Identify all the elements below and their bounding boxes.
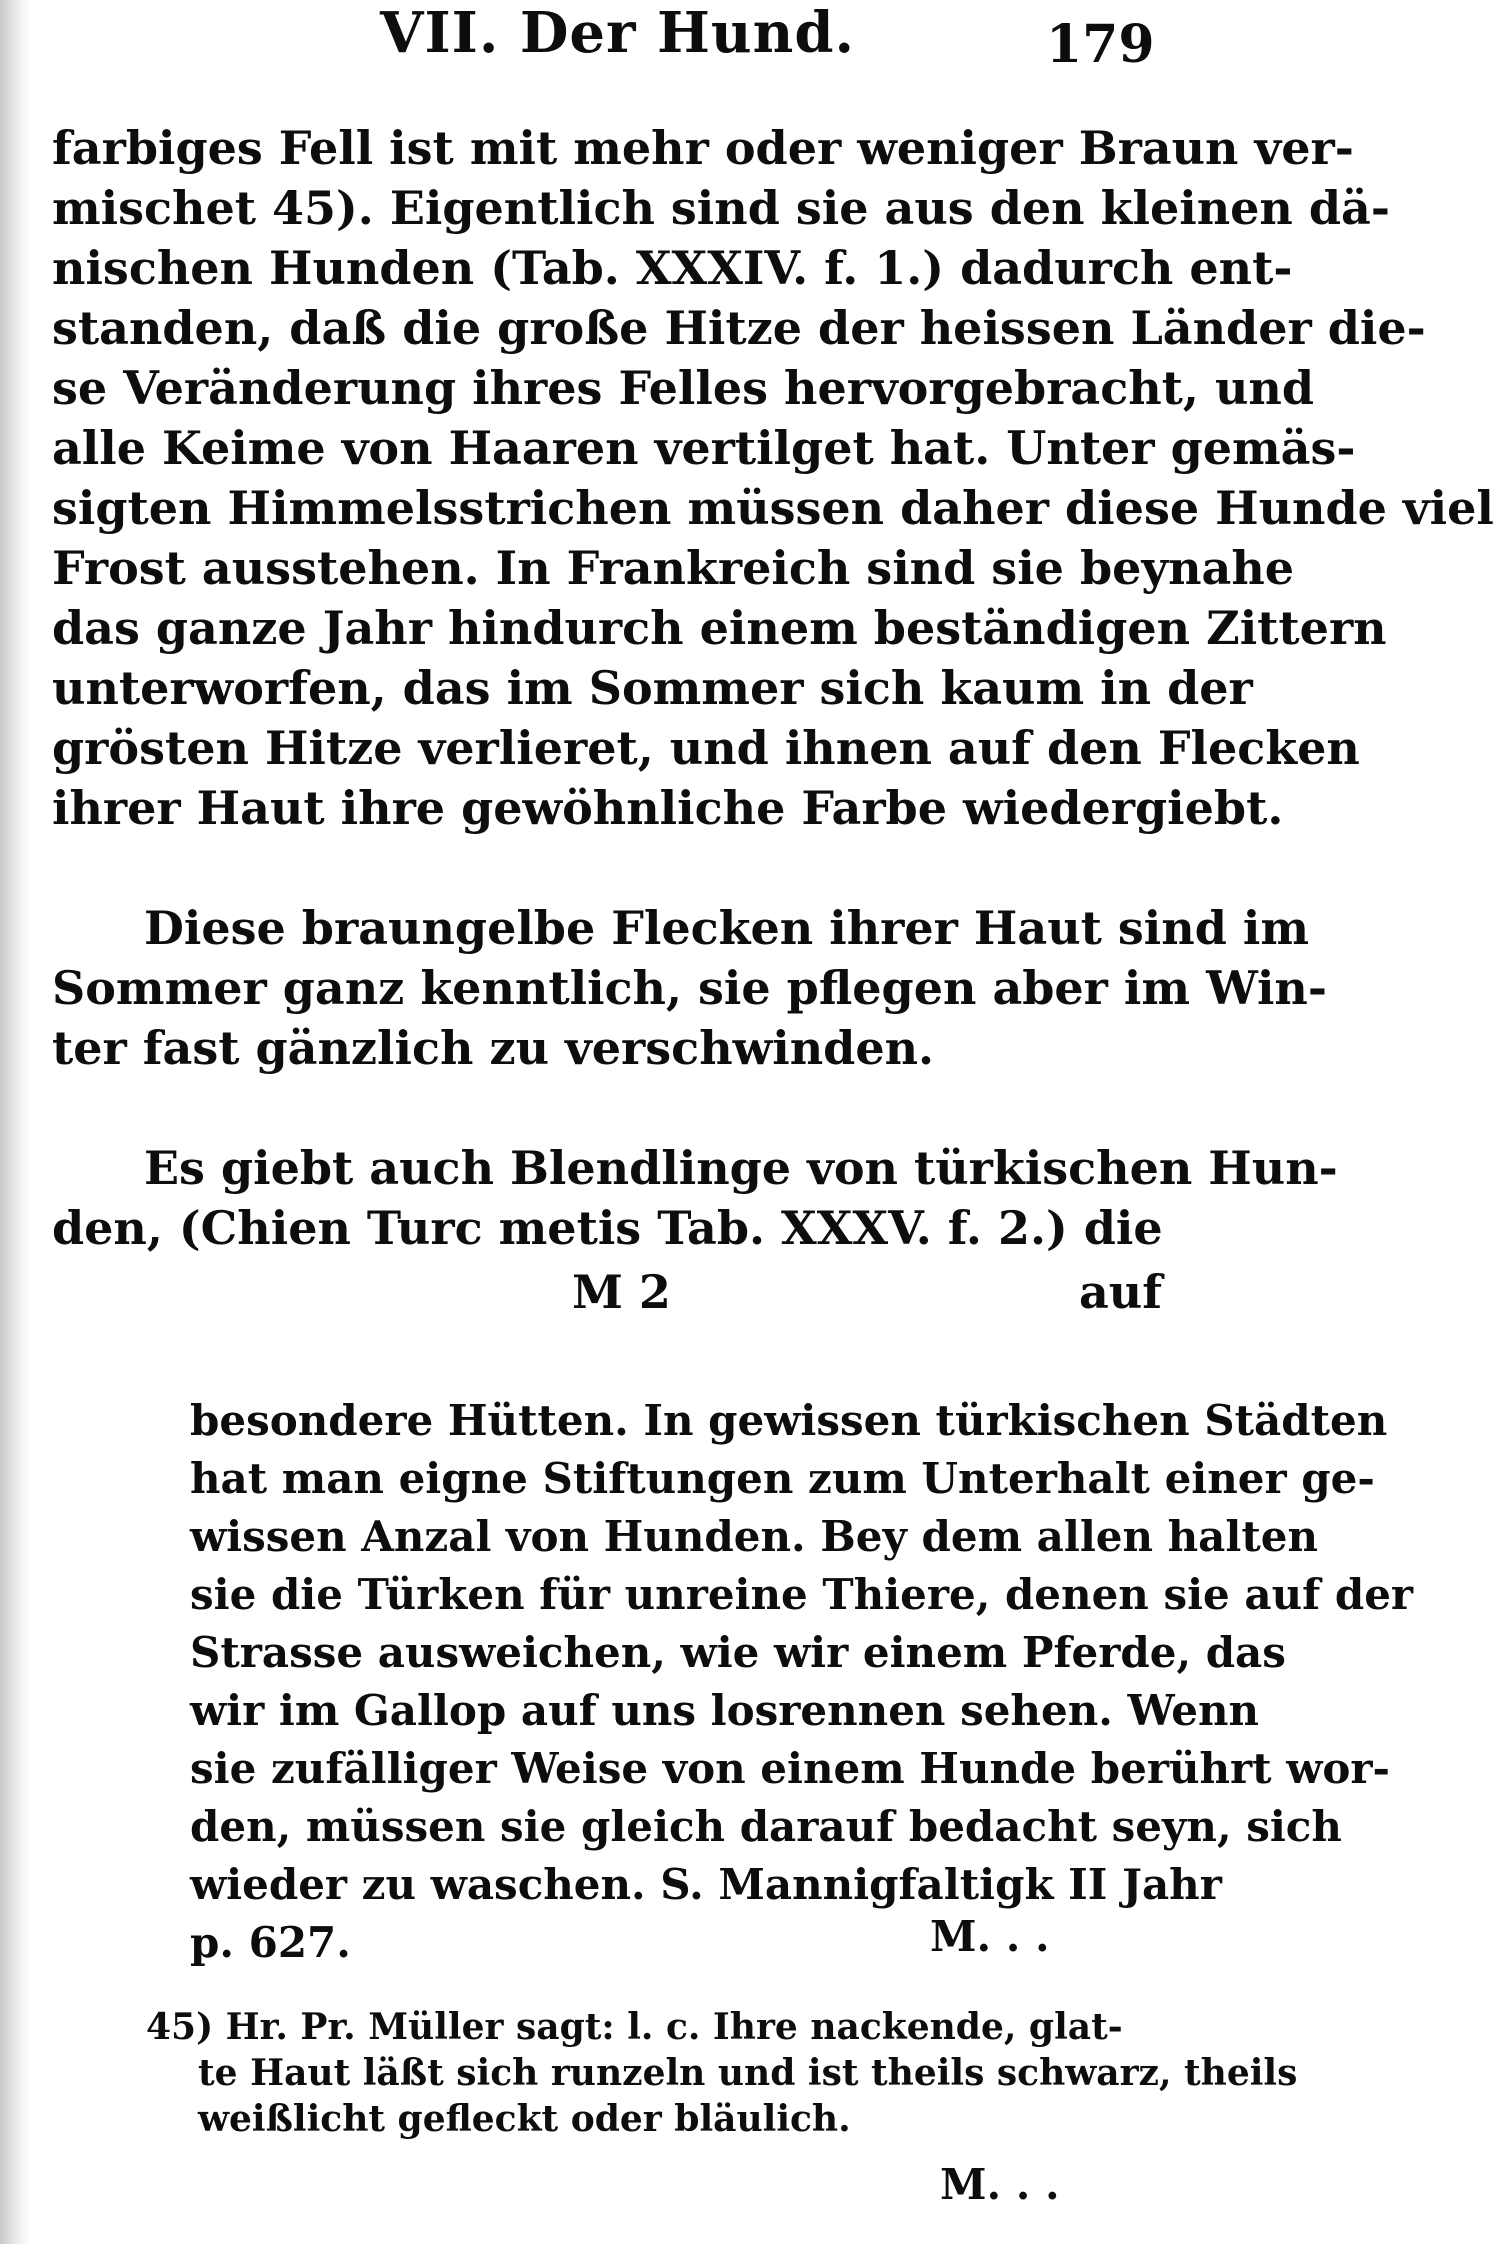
text-line: alle Keime von Haaren vertilget hat. Unter gemäs- bbox=[52, 421, 1356, 475]
catchword: auf bbox=[1078, 1265, 1162, 1319]
footnote-initials: M. . . bbox=[940, 2160, 1060, 2209]
text-line: nischen Hunden (Tab. XXXIV. f. 1.) dadurch ent- bbox=[52, 241, 1293, 295]
text-line: se Veränderung ihres Felles hervorgebracht, und bbox=[52, 361, 1315, 415]
footnote-line: weißlicht gefleckt oder bläulich. bbox=[198, 2098, 851, 2140]
text-line: unterworfen, das im Sommer sich kaum in der bbox=[52, 661, 1253, 715]
note-line: wieder zu waschen. S. Mannigfaltigk II Jahr bbox=[190, 1860, 1222, 1909]
text-line: das ganze Jahr hindurch einem beständigen Zittern bbox=[52, 601, 1387, 655]
footnote-line: 45) Hr. Pr. Müller sagt: l. c. Ihre nackende, glat- bbox=[146, 2006, 1123, 2048]
text-line: farbiges Fell ist mit mehr oder weniger Braun ver- bbox=[52, 121, 1354, 175]
note-line: Strasse ausweichen, wie wir einem Pferde, das bbox=[190, 1628, 1286, 1677]
text-line: Sommer ganz kenntlich, sie pflegen aber im Win- bbox=[52, 961, 1327, 1015]
note-line: wissen Anzal von Hunden. Bey dem allen halten bbox=[190, 1512, 1319, 1561]
note-line: sie zufälliger Weise von einem Hunde berührt wor- bbox=[190, 1744, 1390, 1793]
footnote bbox=[146, 2004, 1298, 2142]
running-head: VII. Der Hund. bbox=[380, 0, 856, 66]
text-line: den, (Chien Turc metis Tab. XXXV. f. 2.) die bbox=[52, 1201, 1163, 1255]
text-line: Diese braungelbe Flecken ihrer Haut sind im bbox=[144, 901, 1310, 955]
signature-line bbox=[52, 1262, 1162, 1322]
inserted-note-block bbox=[190, 1392, 1414, 1972]
text-line: mischet 45). Eigentlich sind sie aus den kleinen dä- bbox=[52, 181, 1390, 235]
note-line: hat man eigne Stiftungen zum Unterhalt einer ge- bbox=[190, 1454, 1375, 1503]
page-edge-shadow bbox=[0, 0, 30, 2244]
footnote-line: te Haut läßt sich runzeln und ist theils schwarz, theils bbox=[198, 2052, 1298, 2094]
text-line: grösten Hitze verlieret, und ihnen auf den Flecken bbox=[52, 721, 1360, 775]
text-line: Frost ausstehen. In Frankreich sind sie beynahe bbox=[52, 541, 1295, 595]
note-line: sie die Türken für unreine Thiere, denen sie auf der bbox=[190, 1570, 1414, 1619]
note-line: besondere Hütten. In gewissen türkischen Städten bbox=[190, 1396, 1388, 1445]
printer-signature: M 2 bbox=[572, 1265, 671, 1319]
text-line: ter fast gänzlich zu verschwinden. bbox=[52, 1021, 935, 1075]
text-line: ihrer Haut ihre gewöhnliche Farbe wiedergiebt. bbox=[52, 781, 1284, 835]
page-number: 179 bbox=[1046, 14, 1155, 75]
paragraph-gap bbox=[52, 838, 1162, 898]
text-line: sigten Himmelsstrichen müssen daher diese Hunde viel bbox=[52, 481, 1494, 535]
note-line: den, müssen sie gleich darauf bedacht seyn, sich bbox=[190, 1802, 1342, 1851]
note-line: wir im Gallop auf uns losrennen sehen. Wenn bbox=[190, 1686, 1260, 1735]
main-text-block bbox=[52, 118, 1494, 1258]
text-line: standen, daß die große Hitze der heissen Länder die- bbox=[52, 301, 1426, 355]
paragraph-gap bbox=[52, 1078, 1162, 1138]
note-initials: M. . . bbox=[930, 1912, 1050, 1961]
text-line: Es giebt auch Blendlinge von türkischen Hun- bbox=[144, 1141, 1338, 1195]
note-line: p. 627. bbox=[190, 1918, 351, 1967]
